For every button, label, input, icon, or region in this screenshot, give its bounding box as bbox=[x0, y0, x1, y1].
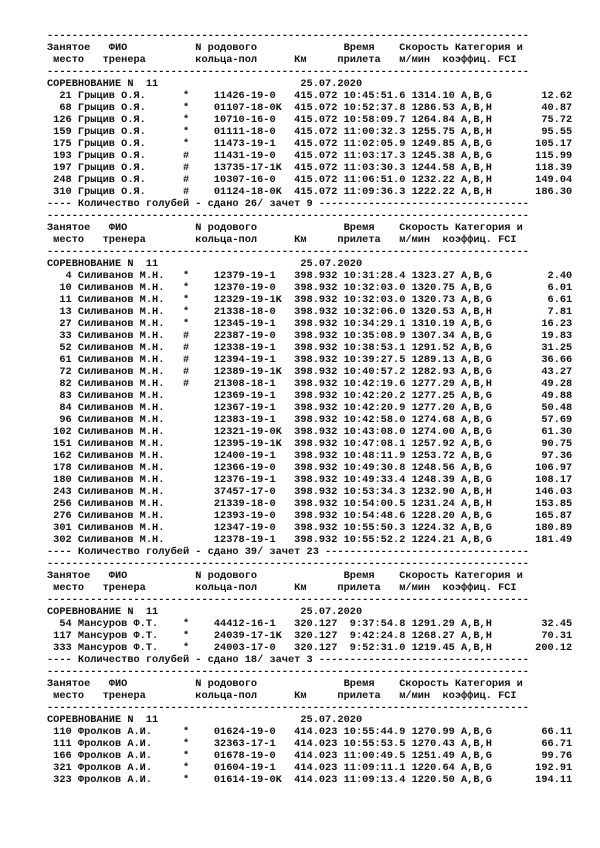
header-line-2: место тренера кольца-пол Км прилета м/мин коэффиц. FCI bbox=[47, 54, 517, 66]
table-row: 82 Силиванов М.Н. # 21308-18-1 398.932 10:42:19.6 1277.29 A,B,H 49.28 bbox=[47, 378, 573, 390]
table-row: 27 Силиванов М.Н. * 12345-19-1 398.932 10:34:29.1 1310.19 A,B,G 16.23 bbox=[47, 318, 573, 330]
table-row: 96 Силиванов М.Н. 12383-19-1 398.932 10:42:58.0 1274.68 A,B,G 57.69 bbox=[47, 414, 573, 426]
header-line-2: место тренера кольца-пол Км прилета м/мин коэффиц. FCI bbox=[47, 582, 517, 594]
table-row: 302 Силиванов М.Н. 12378-19-1 398.932 10:55:52.2 1224.21 A,B,G 181.49 bbox=[47, 534, 573, 546]
competition-line: СОРЕВНОВАНИЕ N 11 25.07.2020 bbox=[47, 606, 363, 618]
table-row: 117 Мансуров Ф.Т. * 24039-17-1K 320.127 9:42:24.8 1268.27 A,B,H 70.31 bbox=[47, 630, 573, 642]
table-row: 21 Грыцив О.Я. * 11426-19-0 415.072 10:45:51.6 1314.10 A,B,G 12.62 bbox=[47, 90, 573, 102]
table-row: 61 Силиванов М.Н. # 12394-19-1 398.932 10:39:27.5 1289.13 A,B,G 36.66 bbox=[47, 354, 573, 366]
table-row: 159 Грыцив О.Я. * 01111-18-0 415.072 11:00:32.3 1255.75 A,B,H 95.55 bbox=[47, 126, 573, 138]
table-row: 84 Силиванов М.Н. 12367-19-1 398.932 10:42:20.9 1277.20 A,B,G 50.48 bbox=[47, 402, 573, 414]
separator: ------------------------------------------------------------------------------ bbox=[47, 30, 529, 42]
table-row: 111 Фролков А.И. * 32363-17-1 414.023 10:55:53.5 1270.43 A,B,H 66.71 bbox=[47, 738, 573, 750]
table-row: 256 Силиванов М.Н. 21339-18-0 398.932 10:54:00.5 1231.24 A,B,H 153.85 bbox=[47, 498, 573, 510]
summary-line: ---- Количество голубей - сдано 39/ зачет 23 --------------------------------- bbox=[47, 546, 529, 558]
table-row: 197 Грыцив О.Я. # 13735-17-1K 415.072 11:03:30.3 1244.58 A,B,H 118.39 bbox=[47, 162, 573, 174]
table-row: 166 Фролков А.И. * 01678-19-0 414.023 11:00:49.5 1251.49 A,B,G 99.76 bbox=[47, 750, 573, 762]
competition-line: СОРЕВНОВАНИЕ N 11 25.07.2020 bbox=[47, 258, 363, 270]
separator: ------------------------------------------------------------------------------ bbox=[47, 210, 529, 222]
table-row: 151 Силиванов М.Н. 12395-19-1K 398.932 10:47:08.1 1257.92 A,B,G 90.75 bbox=[47, 438, 573, 450]
table-row: 102 Силиванов М.Н. 12321-19-0K 398.932 10:43:08.0 1274.00 A,B,G 61.30 bbox=[47, 426, 573, 438]
table-row: 10 Силиванов М.Н. * 12370-19-0 398.932 10:32:03.0 1320.75 A,B,G 6.01 bbox=[47, 282, 573, 294]
table-row: 243 Силиванов М.Н. 37457-17-0 398.932 10:53:34.3 1232.90 A,B,H 146.03 bbox=[47, 486, 573, 498]
table-row: 301 Силиванов М.Н. 12347-19-0 398.932 10:55:50.3 1224.32 A,B,G 180.89 bbox=[47, 522, 573, 534]
table-row: 110 Фролков А.И. * 01624-19-0 414.023 10:55:44.9 1270.99 A,B,G 66.11 bbox=[47, 726, 573, 738]
table-row: 175 Грыцив О.Я. * 11473-19-1 415.072 11:02:05.9 1249.85 A,B,G 105.17 bbox=[47, 138, 573, 150]
table-row: 54 Мансуров Ф.Т. * 44412-16-1 320.127 9:37:54.8 1291.29 A,B,H 32.45 bbox=[47, 618, 573, 630]
table-row: 4 Силиванов М.Н. * 12379-19-1 398.932 10:31:28.4 1323.27 A,B,G 2.40 bbox=[47, 270, 573, 282]
separator: ------------------------------------------------------------------------------ bbox=[47, 594, 529, 606]
header-line-1: Занятое ФИО N родового Время Скорость Категория и bbox=[47, 570, 523, 582]
table-row: 276 Силиванов М.Н. 12393-19-0 398.932 10:54:48.6 1228.20 A,B,G 165.87 bbox=[47, 510, 573, 522]
summary-line: ---- Количество голубей - сдано 26/ зачет 9 ---------------------------------- bbox=[47, 198, 529, 210]
table-row: 11 Силиванов М.Н. * 12329-19-1K 398.932 10:32:03.0 1320.73 A,B,G 6.61 bbox=[47, 294, 573, 306]
table-row: 248 Грыцив О.Я. # 10307-16-0 415.072 11:06:51.0 1232.22 A,B,H 149.04 bbox=[47, 174, 573, 186]
table-row: 180 Силиванов М.Н. 12376-19-1 398.932 10:49:33.4 1248.39 A,B,G 108.17 bbox=[47, 474, 573, 486]
table-row: 126 Грыцив О.Я. * 10710-16-0 415.072 10:58:09.7 1264.84 A,B,H 75.72 bbox=[47, 114, 573, 126]
table-row: 13 Силиванов М.Н. * 21338-18-0 398.932 10:32:06.0 1320.53 A,B,H 7.81 bbox=[47, 306, 573, 318]
header-line-1: Занятое ФИО N родового Время Скорость Категория и bbox=[47, 42, 523, 54]
competition-line: СОРЕВНОВАНИЕ N 11 25.07.2020 bbox=[47, 78, 363, 90]
header-line-2: место тренера кольца-пол Км прилета м/мин коэффиц. FCI bbox=[47, 234, 517, 246]
table-row: 72 Силиванов М.Н. # 12389-19-1K 398.932 10:40:57.2 1282.93 A,B,G 43.27 bbox=[47, 366, 573, 378]
table-row: 68 Грыцив О.Я. * 01107-18-0K 415.072 10:52:37.8 1286.53 A,B,H 40.87 bbox=[47, 102, 573, 114]
table-row: 310 Грыцив О.Я. # 01124-18-0K 415.072 11:09:36.3 1222.22 A,B,H 186.30 bbox=[47, 186, 573, 198]
competition-line: СОРЕВНОВАНИЕ N 11 25.07.2020 bbox=[47, 714, 363, 726]
table-row: 323 Фролков А.И. * 01614-19-0K 414.023 11:09:13.4 1220.50 A,B,G 194.11 bbox=[47, 774, 573, 786]
table-row: 83 Силиванов М.Н. 12369-19-1 398.932 10:42:20.2 1277.25 A,B,G 49.88 bbox=[47, 390, 573, 402]
separator: ------------------------------------------------------------------------------ bbox=[47, 246, 529, 258]
header-line-2: место тренера кольца-пол Км прилета м/мин коэффиц. FCI bbox=[47, 690, 517, 702]
separator: ------------------------------------------------------------------------------ bbox=[47, 66, 529, 78]
table-row: 33 Силиванов М.Н. # 22387-19-0 398.932 10:35:08.9 1307.34 A,B,G 19.83 bbox=[47, 330, 573, 342]
header-line-1: Занятое ФИО N родового Время Скорость Категория и bbox=[47, 678, 523, 690]
table-row: 162 Силиванов М.Н. 12400-19-1 398.932 10:48:11.9 1253.72 A,B,G 97.36 bbox=[47, 450, 573, 462]
table-row: 321 Фролков А.И. * 01604-19-1 414.023 11:09:11.1 1220.64 A,B,G 192.91 bbox=[47, 762, 573, 774]
separator: ------------------------------------------------------------------------------ bbox=[47, 558, 529, 570]
separator: ------------------------------------------------------------------------------ bbox=[47, 702, 529, 714]
header-line-1: Занятое ФИО N родового Время Скорость Категория и bbox=[47, 222, 523, 234]
summary-line: ---- Количество голубей - сдано 18/ зачет 3 ---------------------------------- bbox=[47, 654, 529, 666]
table-row: 193 Грыцив О.Я. # 11431-19-0 415.072 11:03:17.3 1245.38 A,B,G 115.99 bbox=[47, 150, 573, 162]
table-row: 333 Мансуров Ф.Т. * 24003-17-0 320.127 9:52:31.0 1219.45 A,B,H 200.12 bbox=[47, 642, 573, 654]
table-row: 52 Силиванов М.Н. # 12338-19-1 398.932 10:38:53.1 1291.52 A,B,G 31.25 bbox=[47, 342, 573, 354]
separator: ------------------------------------------------------------------------------ bbox=[47, 666, 529, 678]
table-row: 178 Силиванов М.Н. 12366-19-0 398.932 10:49:30.8 1248.56 A,B,G 106.97 bbox=[47, 462, 573, 474]
